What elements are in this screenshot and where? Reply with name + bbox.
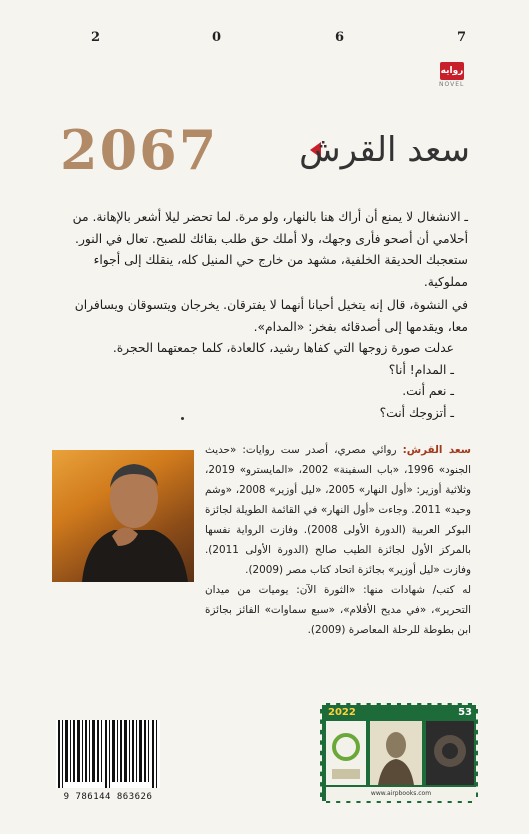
digit-0: 0: [212, 30, 222, 45]
stamp-website: www.airpbooks.com: [326, 787, 476, 801]
isbn-barcode: [56, 720, 160, 788]
digit-7: 7: [457, 30, 467, 45]
dialogue-line: ـ نعم أنت.: [402, 384, 454, 398]
publisher-stamp: [320, 703, 478, 803]
stamp-sculpture-image: [426, 721, 474, 785]
dialogue-line: ـ أتزوجك أنت؟: [379, 405, 454, 420]
author-bio: [205, 440, 471, 640]
digit-6: 6: [335, 30, 345, 45]
stamp-number: 53: [458, 707, 472, 718]
stamp-year: 2022: [328, 707, 356, 718]
excerpt-paragraph: في النشوة، قال إنه يتخيل أحيانا أنهما لا يفترقان. يخرجان ويتسوقان ويسافران معا، ويقدمها إلى أصدقائه بفخر: «المدام».: [74, 298, 468, 334]
author-portrait-illustration: [52, 450, 194, 582]
bio-text: روائي مصري، أصدر ست روايات: «حديث الجنود» 1996، «باب السفينة» 2002، «المايسترو» 2019، وثلاثية أوزير: «أول النهار» 2005، «ليل أوزير» 2008، «وشم وحيد» 2011. وجاءت «أول النهار» في القائمة الطويلة لجائزة البوكر العربية (الدورة الأولى 2008). وفازت الرواية نفسها بالمركز الأول لجائزة الطيب صالح (الدورة الأولى 2011). وفازت «ليل أوزير» بجائزة اتحاد كتاب مصر (2009).: [205, 444, 471, 576]
bio-paragraph-works: له كتب/ شهادات منها: «الثورة الآن: يوميات من ميدان التحرير»، «في مديح الأفلام»، «سبع سماوات» الفائز بجائزة ابن بطوطة للرحلة المعاصرة (2009).: [205, 584, 471, 636]
dialogue-line: ـ المدام! أنا؟: [388, 362, 454, 377]
excerpt-paragraph: ـ الانشغال لا يمنع أن أراك هنا بالنهار، ولو مرة. لما تحضر ليلا أشعر بالإهانة. من أحلامي أن أصحو فأرى وجهك، ولا أملك حق طلب بقائك للصبح. تعال في النور. ستعجبك الحديقة الخلفية، مشهد من خارج حي المنيل كله، ينقلك إلى أجواء مملوكية.: [72, 210, 468, 289]
author-photo: [52, 450, 194, 582]
excerpt-paragraph: عدلت صورة زوجها التي كفاها رشيد، كالعادة، كلما جمعتهما الحجرة.: [112, 341, 454, 355]
isbn-number: 9 786144 863626: [63, 792, 153, 802]
book-year-title: 2067: [60, 118, 219, 182]
bio-paragraph: [205, 440, 471, 580]
separator-dot: [181, 417, 184, 420]
bio-author-name: سعد القرش:: [402, 444, 471, 456]
publisher-logo: روايه: [440, 62, 464, 80]
title-row: [60, 120, 470, 180]
author-name: سعد القرش: [299, 130, 470, 170]
publisher-logo-sub: NOVEL: [439, 81, 465, 88]
barcode-bars: [56, 720, 160, 788]
stamp-portrait-image: [370, 721, 422, 785]
stamp-emblem-icon: [326, 721, 366, 785]
digit-2: 2: [91, 30, 101, 45]
excerpt: [56, 207, 468, 424]
